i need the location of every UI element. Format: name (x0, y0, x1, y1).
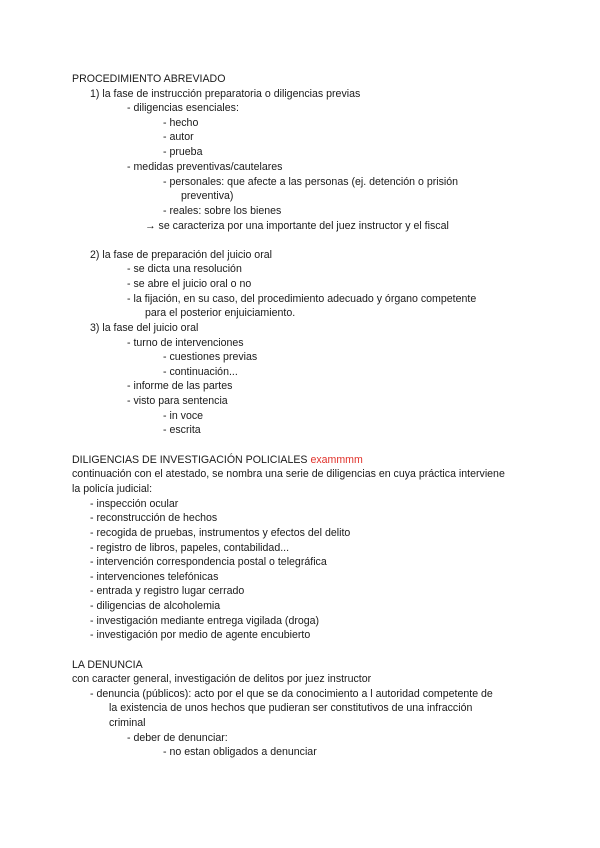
paragraph-line: con caracter general, investigación de delitos por juez instructor (72, 673, 372, 685)
list-item: - diligencias de alcoholemia (90, 600, 221, 612)
list-item-continuation: criminal (109, 717, 146, 729)
section-title-diligencias (72, 454, 363, 467)
list-item: 2) la fase de preparación del juicio oral (90, 249, 272, 261)
list-item: - visto para sentencia (127, 395, 228, 407)
list-item: - inspección ocular (90, 498, 179, 510)
paragraph-line: la policía judicial: (72, 483, 153, 495)
list-item: - autor (163, 131, 194, 143)
exam-tag: exammmm (310, 454, 363, 466)
list-item: - diligencias esenciales: (127, 102, 239, 114)
list-item: - escrita (163, 424, 201, 436)
list-item: - denuncia (públicos): acto por el que se da conocimiento a l autoridad competente de (90, 688, 493, 700)
section-title-procedimiento: PROCEDIMIENTO ABREVIADO (72, 73, 226, 85)
list-item: - reales: sobre los bienes (163, 205, 282, 217)
list-item: - cuestiones previas (163, 351, 258, 363)
list-item: - registro de libros, papeles, contabilidad... (90, 542, 290, 554)
list-item: - continuación... (163, 366, 238, 378)
list-item-continuation: para el posterior enjuiciamiento. (145, 307, 296, 319)
list-item: - medidas preventivas/cautelares (127, 161, 283, 173)
list-item: - intervenciones telefónicas (90, 571, 219, 583)
section-title-denuncia: LA DENUNCIA (72, 659, 143, 671)
list-item: - turno de intervenciones (127, 337, 244, 349)
list-item: - entrada y registro lugar cerrado (90, 585, 245, 597)
list-item: - reconstrucción de hechos (90, 512, 218, 524)
list-item-continuation: preventiva) (181, 190, 234, 202)
list-item: - personales: que afecte a las personas (ej. detención o prisión (163, 176, 459, 188)
list-item: - la fijación, en su caso, del procedimiento adecuado y órgano competente (127, 293, 477, 305)
list-item: - investigación por medio de agente encubierto (90, 629, 311, 641)
list-item-continuation: la existencia de unos hechos que pudieran ser constitutivos de una infracción (109, 702, 473, 714)
paragraph-line: continuación con el atestado, se nombra una serie de diligencias en cuya práctica interviene (72, 468, 505, 480)
list-item: - investigación mediante entrega vigilada (droga) (90, 615, 320, 627)
list-item: - deber de denunciar: (127, 732, 228, 744)
list-item: - informe de las partes (127, 380, 233, 392)
list-item: - in voce (163, 410, 204, 422)
list-item: - se dicta una resolución (127, 263, 242, 275)
list-item: - hecho (163, 117, 199, 129)
list-item: - se abre el juicio oral o no (127, 278, 252, 290)
list-item: - intervención correspondencia postal o telegráfica (90, 556, 327, 568)
list-item: - prueba (163, 146, 203, 158)
list-item: - no estan obligados a denunciar (163, 746, 317, 758)
note-line: → se caracteriza por una importante del juez instructor y el fiscal (145, 220, 449, 232)
list-item: - recogida de pruebas, instrumentos y efectos del delito (90, 527, 351, 539)
list-item: 3) la fase del juicio oral (90, 322, 199, 334)
section-title-text: DILIGENCIAS DE INVESTIGACIÓN POLICIALES (72, 454, 308, 466)
list-item: 1) la fase de instrucción preparatoria o diligencias previas (90, 88, 361, 100)
